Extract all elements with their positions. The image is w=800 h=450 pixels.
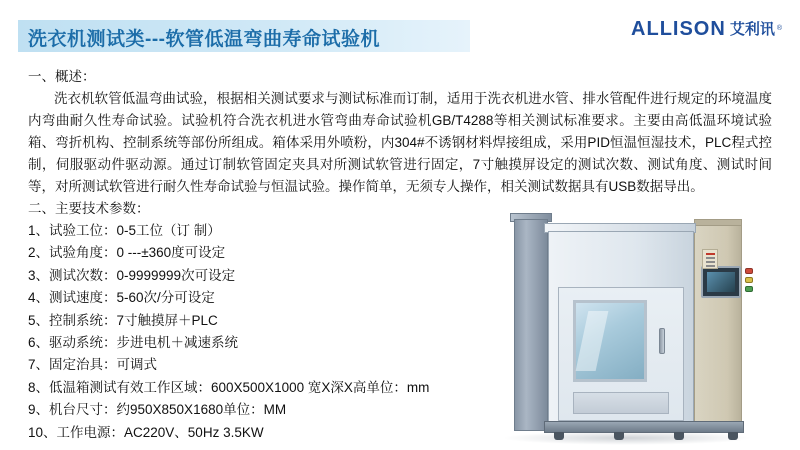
list-item: 2、试验角度：0 ---±360度可设定 <box>28 245 226 261</box>
company-logo <box>631 18 784 41</box>
list-item: 9、机台尺寸：约950X850X1680单位：MM <box>28 402 287 418</box>
machine-base <box>544 421 744 433</box>
warning-label-icon <box>702 249 718 269</box>
chamber-door <box>558 287 684 421</box>
logo-text-cn: 艾利讯 <box>729 21 775 38</box>
door-handle <box>659 328 665 354</box>
list-item: 6、驱动系统：步进电机＋减速系统 <box>28 335 239 351</box>
indicator-yellow <box>745 277 753 283</box>
logo-text-en: ALLISON <box>631 18 726 40</box>
touchscreen-panel <box>701 266 741 298</box>
caster-wheel <box>728 432 738 440</box>
list-item: 1、试验工位：0-5工位（订 制） <box>28 223 221 238</box>
indicator-green <box>745 286 753 292</box>
list-item: 3、测试次数：0-9999999次可设定 <box>28 267 236 283</box>
product-photo <box>492 213 776 450</box>
machine-control-tower <box>514 219 548 431</box>
section-1-paragraph: 洗衣机软管低温弯曲试验，根据相关测试要求与测试标准而订制，适用于洗衣机进水管、排水管配件进行规定的环境温度内弯曲耐久性寿命试验。试验机符合洗衣机进水管弯曲寿命试验机GB/T4288等相关测试标准要求。主要由高低温环境试验箱、弯折机构、控制系统等部份所组成。箱体采用外喷粉，内304#不诱钢材料焊接组成，采用PID恒温恒湿技术，PLC程式控制，伺服驱动件驱动源。通过订制软管固定夹具对所测试软管进行固定，7寸触摸屏设定的测试次数、测试角度、测试时间等，对所测试软管进行耐久性寿命试验与恒温试验。操作简单，无须专人操作，相关测试数据具有USB数据导出。 <box>28 91 772 194</box>
spec-list <box>28 220 498 444</box>
indicator-buttons <box>745 268 755 298</box>
list-item: 8、低温箱测试有效工作区域：600X500X1000 宽X深X高单位：mm <box>28 379 430 395</box>
page-title: 洗衣机测试类---软管低温弯曲寿命试验机 <box>28 29 380 50</box>
list-item: 7、固定治具：可调式 <box>28 357 158 373</box>
door-lower-vent <box>573 392 669 414</box>
caster-wheel <box>614 432 624 440</box>
photo-shadow <box>502 431 752 445</box>
observation-window <box>573 300 647 382</box>
trademark-icon: ® <box>776 25 782 32</box>
indicator-red <box>745 268 753 274</box>
caster-wheel <box>674 432 684 440</box>
list-item: 5、控制系统：7寸触摸屏＋PLC <box>28 312 218 328</box>
list-item: 10、工作电源：AC220V、50Hz 3.5KW <box>28 424 264 440</box>
section-2-heading: 二、主要技术参数： <box>28 201 150 216</box>
section-1-heading: 一、概述： <box>28 69 96 84</box>
screen-glow <box>707 272 735 292</box>
list-item: 4、测试速度：5-60次/分可设定 <box>28 290 215 306</box>
caster-wheel <box>554 432 564 440</box>
page-header <box>0 0 800 62</box>
